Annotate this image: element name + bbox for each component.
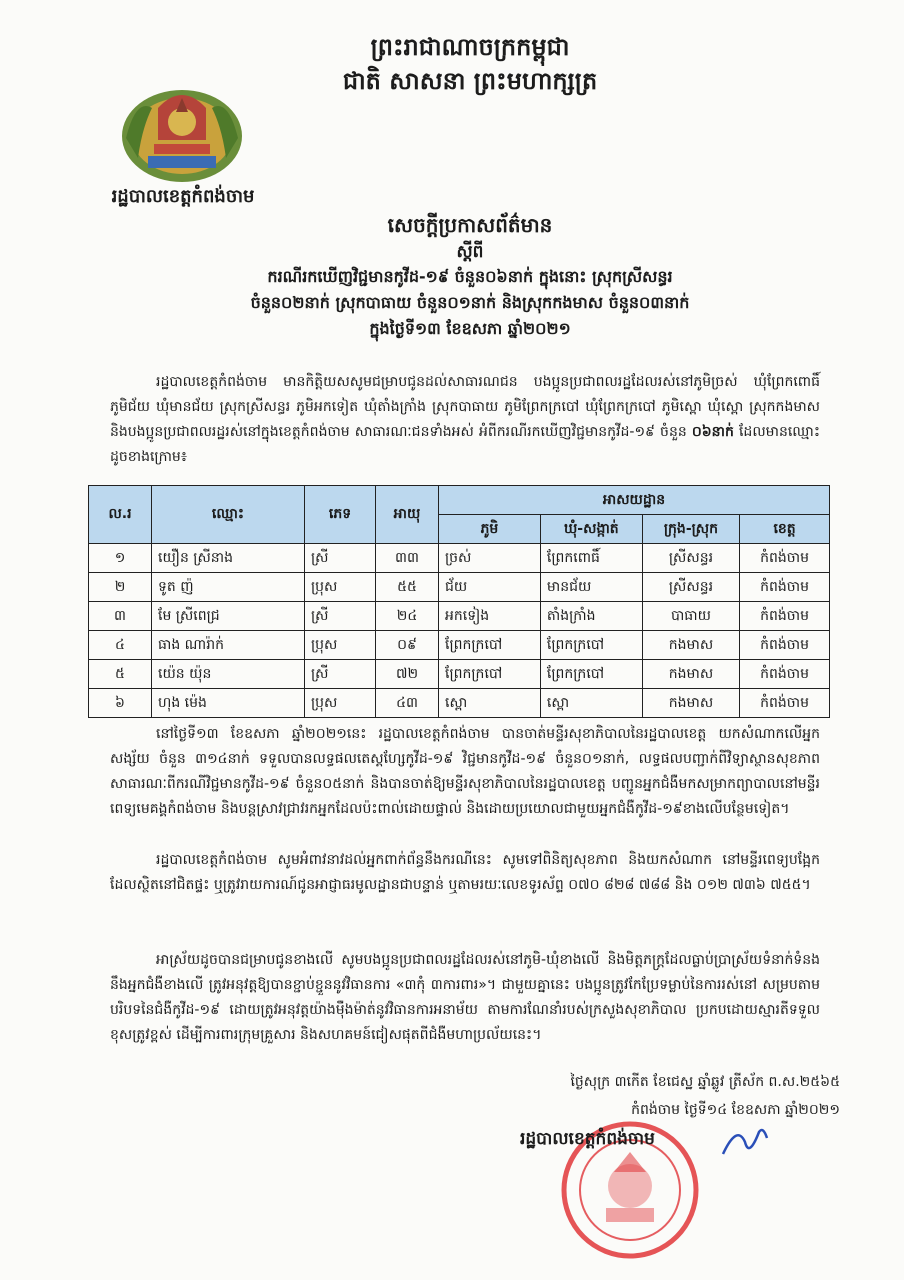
table-row [89, 660, 830, 689]
title-line-1: សេចក្តីប្រកាសព័ត៌មាន [387, 213, 553, 237]
intro-tail: ដែលមានឈ្មោះដូចខាងក្រោម៖ [110, 424, 820, 465]
cell-sex: ប្រុស [305, 631, 376, 660]
intro-count: ០៦នាក់ [691, 424, 734, 440]
cell-village: អកទៀង [439, 602, 541, 631]
paragraph-appeal [110, 848, 820, 898]
cell-age: ៣៣ [376, 544, 439, 573]
cell-province: កំពង់ចាម [740, 544, 830, 573]
cell-province: កំពង់ចាម [740, 573, 830, 602]
header-no: ល.រ [89, 486, 152, 544]
cell-province: កំពង់ចាម [740, 602, 830, 631]
cell-age: ៧២ [376, 660, 439, 689]
header-province: ខេត្ត [740, 515, 830, 544]
cell-village: ព្រែកក្របៅ [439, 660, 541, 689]
province-admin-label: រដ្ឋបាលខេត្តកំពង់ចាម [111, 186, 255, 207]
cell-no: ៣ [89, 602, 152, 631]
handwritten-signature-icon [715, 1118, 775, 1168]
intro-paragraph [110, 370, 820, 470]
cell-name: មែ ស្រីពេជ្រ [152, 602, 305, 631]
cell-village: ជ័យ [439, 573, 541, 602]
cell-province: កំពង់ចាម [740, 660, 830, 689]
header-address: អាសយដ្ឋាន [439, 486, 830, 515]
cell-sex: ស្រី [305, 660, 376, 689]
cell-sex: ប្រុស [305, 689, 376, 718]
cell-commune: ស្ពោ [540, 689, 642, 718]
cell-no: ៥ [89, 660, 152, 689]
header-district: ក្រុង-ស្រុក [642, 515, 739, 544]
header-sex: ភេទ [305, 486, 376, 544]
cell-name: ទូត ញ៉ [152, 573, 305, 602]
cell-sex: ស្រី [305, 602, 376, 631]
national-motto: ជាតិ សាសនា ព្រះមហាក្សត្រ [342, 67, 598, 95]
title-line-5: ក្នុងថ្ងៃទី១៣ ខែឧសភា ឆ្នាំ២០២១ [369, 319, 571, 338]
cell-district: ស្រីសន្ធរ [642, 573, 739, 602]
lunar-date: ថ្ងៃសុក្រ ៣កើត ខែជេស្ឋ ឆ្នាំឆ្លូវ ត្រីស័ក ព.ស.២៥៦៥ [570, 1074, 840, 1090]
cell-name: យឿន ស្រីនាង [152, 544, 305, 573]
intro-text: រដ្ឋបាលខេត្តកំពង់ចាម មានកិត្តិយសសូមជម្រាបជូនដល់សាធារណជន បងប្អូនប្រជាពលរដ្ឋដែលរស់នៅភូមិច្រស់ ឃុំព្រែកពោធិ៍ ភូមិជ័យ ឃុំមានជ័យ ស្រុកស្រីសន្ធរ ភូមិអកទៀត ឃុំតាំងក្រាំង ស្រុកបាធាយ ភូមិព្រែកក្របៅ ឃុំព្រែកក្របៅ ភូមិស្ពោ ឃុំស្ពោ ស្រុកកងមាស និងបងប្អូនប្រជាពលរដ្ឋរស់នៅក្នុងខេត្តកំពង់ចាម សាធារណៈជនទាំងអស់ អំពីករណីរកឃើញវិជ្ជមានកូវីដ-១៩ ចំនួន [110, 374, 820, 440]
header-commune: ឃុំ-សង្កាត់ [540, 515, 642, 544]
province-emblem-icon [118, 78, 246, 184]
paragraph-actions [110, 722, 820, 822]
paragraph-guidance [110, 948, 820, 1048]
cell-sex: ស្រី [305, 544, 376, 573]
cell-name: ហុង ម៉េង [152, 689, 305, 718]
cell-age: ០៩ [376, 631, 439, 660]
cell-age: ៤៣ [376, 689, 439, 718]
cell-commune: តាំងក្រាំង [540, 602, 642, 631]
cell-name: យ៉េន យ៉ុន [152, 660, 305, 689]
cell-district: កងមាស [642, 660, 739, 689]
cell-commune: ព្រែកពោធិ៍ [540, 544, 642, 573]
title-line-3: ករណីរកឃើញវិជ្ជមានកូវីដ-១៩ ចំនួន០៦នាក់ ក្នុងនោះ ស្រុកស្រីសន្ធរ [267, 267, 673, 286]
cell-village: ច្រស់ [439, 544, 541, 573]
kingdom-name: ព្រះរាជាណាចក្រកម្ពុជា [370, 33, 570, 61]
table-row [89, 689, 830, 718]
cell-age: ២៤ [376, 602, 439, 631]
table-row [89, 544, 830, 573]
header-village: ភូមិ [439, 515, 541, 544]
cases-table [88, 485, 830, 718]
cell-no: ២ [89, 573, 152, 602]
table-row [89, 573, 830, 602]
paragraph-guidance-text: អាស្រ័យដូចបានជម្រាបជូនខាងលើ សូមបងប្អូនប្រជាពលរដ្ឋដែលរស់នៅភូមិ-ឃុំខាងលើ និងមិត្តភក្ត្រដែលធ្លាប់ប្រាស្រ័យទំនាក់ទំនងនឹងអ្នកជំងឺខាងលើ ត្រូវអនុវត្តឱ្យបានខ្ជាប់ខ្ជួននូវវិធានការ «៣កុំ ៣ការពារ»។ ជាមួយគ្នានេះ បងប្អូនត្រូវកែប្រែទម្លាប់នៃការរស់នៅ សម្របតាមបរិបទនៃជំងឺកូវីដ-១៩ ដោយត្រូវអនុវត្តយ៉ាងម៉ឺងម៉ាត់នូវវិធានការអនាម័យ តាមការណែនាំរបស់ក្រសួងសុខាភិបាល ប្រកបដោយស្មារតីទទួលខុសត្រូវខ្ពស់ ដើម្បីការពារក្រុមគ្រួសារ និងសហគមន៍ជៀសផុតពីជំងឺមហាប្រល័យនេះ។ [110, 952, 820, 1043]
cell-no: ១ [89, 544, 152, 573]
cell-village: ព្រែកក្របៅ [439, 631, 541, 660]
cell-district: បាធាយ [642, 602, 739, 631]
cell-name: ធាង ណារ៉ាក់ [152, 631, 305, 660]
paragraph-actions-text: នៅថ្ងៃទី១៣ ខែឧសភា ឆ្នាំ២០២១នេះ រដ្ឋបាលខេត្តកំពង់ចាម បានចាត់មន្ទីរសុខាភិបាលនៃរដ្ឋបាលខេត្ត យកសំណាកលើអ្នកសង្ស័យ ចំនួន ៣១៤នាក់ ទទួលបានលទ្ធផលតេស្តហ្សែកូវីដ-១៩ វិជ្ជមានកូវីដ-១៩ ចំនួន០១នាក់, លទ្ធផលបញ្ជាក់ពីវិទ្យាស្ថានសុខភាពសាធារណៈពីករណីវិជ្ជមានកូវីដ-១៩ ចំនួន០៥នាក់ និងបានចាត់ឱ្យមន្ទីរសុខាភិបាលនៃរដ្ឋបាលខេត្ត បញ្ជូនអ្នកជំងឺមកសម្រាកព្យាបាលនៅមន្ទីរពេទ្យមេគង្គកំពង់ចាម និងបន្តស្រាវជ្រាវរកអ្នកដែលប៉ះពាល់ដោយផ្ទាល់ និងដោយប្រយោលជាមួយអ្នកជំងឺកូវីដ-១៩ខាងលើបន្ថែមទៀត។ [110, 726, 820, 817]
cell-no: ៦ [89, 689, 152, 718]
header-name: ឈ្មោះ [152, 486, 305, 544]
cell-commune: ព្រែកក្របៅ [540, 631, 642, 660]
cell-commune: ព្រែកក្របៅ [540, 660, 642, 689]
title-line-4: ចំនួន០២នាក់ ស្រុកបាធាយ ចំនួន០១នាក់ និងស្រុកកងមាស ចំនួន០៣នាក់ [250, 293, 690, 312]
cell-no: ៤ [89, 631, 152, 660]
announcement-title [120, 210, 820, 342]
title-line-2: ស្តីពី [456, 242, 484, 262]
issue-date: កំពង់ចាម ថ្ងៃទី១៤ ខែឧសភា ឆ្នាំ២០២១ [631, 1102, 840, 1118]
kingdom-header [300, 30, 640, 98]
cell-district: កងមាស [642, 689, 739, 718]
paragraph-appeal-text: រដ្ឋបាលខេត្តកំពង់ចាម សូមអំពាវនាវដល់អ្នកពាក់ព័ន្ធនឹងករណីនេះ សូមទៅពិនិត្យសុខភាព និងយកសំណាក នៅមន្ទីរពេទ្យបង្អែកដែលស្ថិតនៅជិតផ្ទះ ឬត្រូវរាយការណ៍ជូនអាជ្ញាធរមូលដ្ឋានជាបន្ទាន់ ឬតាមរយៈលេខទូរស័ព្ទ ០៧០ ៨២៨ ៧៨៨ និង ០១២ ៧៣៦ ៧៥៥។ [110, 852, 820, 893]
header-age: អាយុ [376, 486, 439, 544]
table-row [89, 631, 830, 660]
signer-label: រដ្ឋបាលខេត្តកំពង់ចាម [520, 1129, 655, 1149]
cell-sex: ប្រុស [305, 573, 376, 602]
table-row [89, 602, 830, 631]
cell-age: ៥៥ [376, 573, 439, 602]
cell-province: កំពង់ចាម [740, 631, 830, 660]
cell-village: ស្ពោ [439, 689, 541, 718]
cell-commune: មានជ័យ [540, 573, 642, 602]
cell-province: កំពង់ចាម [740, 689, 830, 718]
cell-district: ស្រីសន្ធរ [642, 544, 739, 573]
cell-district: កងមាស [642, 631, 739, 660]
